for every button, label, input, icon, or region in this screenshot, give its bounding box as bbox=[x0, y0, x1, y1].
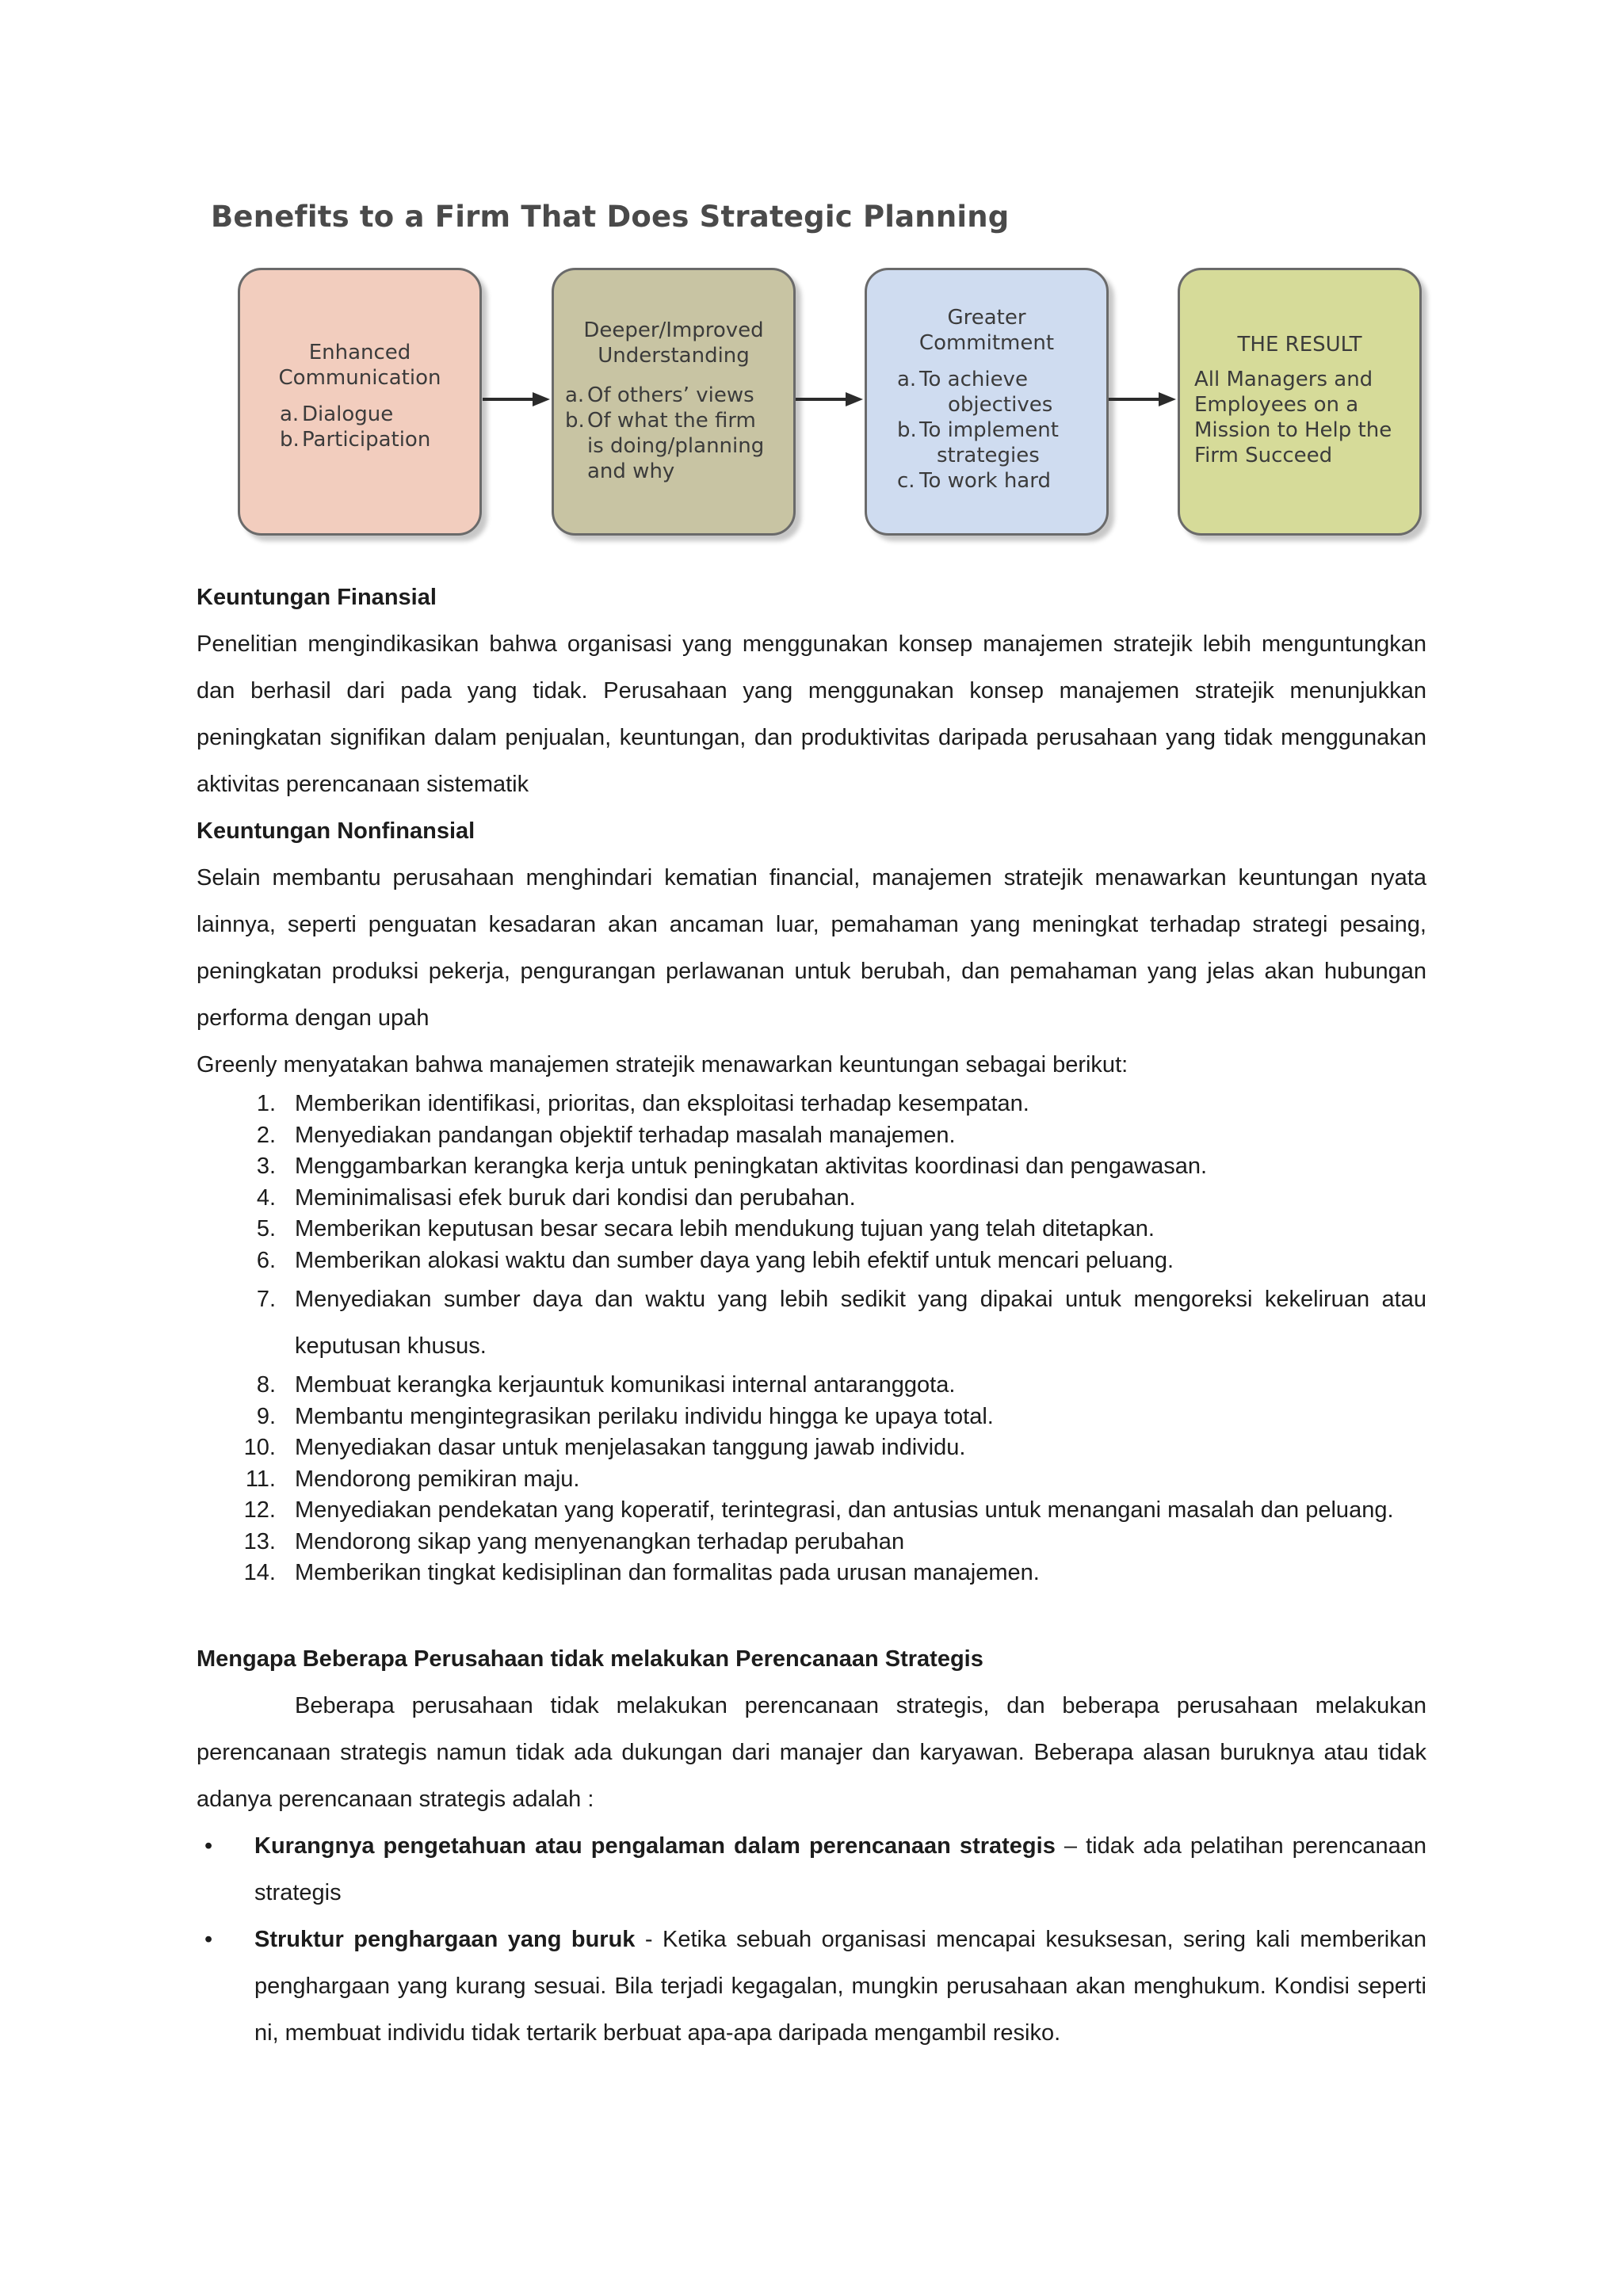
bullet-item: • Kurangnya pengetahuan atau pengalaman dalam perencanaan strategis – tidak ada pelatihan perencanaan strategis bbox=[197, 1823, 1426, 1917]
box-result-body: All Managers and Employees on a Mission to Help the Firm Succeed bbox=[1194, 368, 1392, 467]
list-item: 7. Menyediakan sumber daya dan waktu yang lebih sedikit yang dipakai untuk mengoreksi kekeliruan atau keputusan khusus. bbox=[256, 1287, 1426, 1359]
box-the-result bbox=[1178, 268, 1422, 536]
list-item: 3. Menggambarkan kerangka kerja untuk peningkatan aktivitas koordinasi dan pengawasan. bbox=[256, 1154, 1208, 1179]
heading-nonfinancial: Keuntungan Nonfinansial bbox=[197, 818, 475, 844]
paragraph-nonfinancial: Selain membantu perusahaan menghindari kematian financial, manajemen stratejik menawarkan keuntungan nyata lainnya, seperti penguatan kesadaran akan ancaman luar, pemahaman yang meningkat terhadap strategi pesaing, peningkatan produksi pekerja, pengurangan perlawanan untuk berubah, dan pemahaman yang jelas akan hubungan performa dengan upah bbox=[197, 865, 1426, 1031]
box-item: c. To work hard bbox=[897, 469, 1051, 493]
flow-arrow-2 bbox=[796, 392, 863, 406]
paragraph-why-not: Beberapa perusahaan tidak melakukan perencanaan strategis, dan beberapa perusahaan melakukan perencanaan strategis namun tidak ada dukungan dari manajer dan karyawan. Beberapa alasan buruknya atau tidak adanya perencanaan strategis adalah : bbox=[197, 1692, 1426, 1812]
list-item: 6. Memberikan alokasi waktu dan sumber daya yang lebih efektif untuk mencari peluang. bbox=[256, 1247, 1174, 1273]
box-item: b. To implement strategies bbox=[897, 418, 1059, 467]
paragraph-financial: Penelitian mengindikasikan bahwa organisasi yang menggunakan konsep manajemen stratejik lebih menguntungkan dan berhasil dari pada yang tidak. Perusahaan yang menggunakan konsep manajemen stratejik menunjukkan peningkatan signifikan dalam penjualan, keuntungan, dan produktivitas daripada perusahaan yang tidak menggunakan aktivitas perencanaan sistematik bbox=[197, 631, 1426, 797]
heading-why-not: Mengapa Beberapa Perusahaan tidak melakukan Perencanaan Strategis bbox=[197, 1646, 983, 1672]
box-heading: Deeper/Improved Understanding bbox=[583, 318, 764, 368]
document-body bbox=[197, 574, 1426, 2057]
box-items bbox=[280, 402, 479, 452]
box-item: b. Participation bbox=[280, 428, 431, 452]
box-item: a. To achieve objectives bbox=[897, 368, 1053, 417]
box-deeper-understanding bbox=[552, 268, 796, 536]
bullet-item: • Struktur penghargaan yang buruk - Ketika sebuah organisasi mencapai kesuksesan, sering kali memberikan penghargaan yang kurang sesuai. Bila terjadi kegagalan, mungkin perusahaan akan menghukum. Kondisi seperti ni, membuat individu tidak tertarik berbuat apa-apa daripada mengambil resiko. bbox=[197, 1917, 1426, 2057]
box-greater-commitment bbox=[865, 268, 1109, 536]
box-item: a. Dialogue bbox=[280, 402, 394, 426]
list-item: 11. Mendorong pemikiran maju. bbox=[245, 1466, 580, 1492]
box-items bbox=[565, 383, 793, 484]
benefits-list bbox=[197, 1089, 1426, 1589]
strategic-planning-benefits-figure bbox=[197, 182, 1449, 555]
list-item: 14. Memberikan tingkat kedisiplinan dan formalitas pada urusan manajemen. bbox=[243, 1560, 1040, 1585]
box-item: b. Of what the firm is doing/planning and why bbox=[565, 409, 765, 483]
box-heading: THE RESULT bbox=[1237, 333, 1362, 357]
box-heading: Greater Commitment bbox=[918, 306, 1055, 355]
list-item: 5. Memberikan keputusan besar secara lebih mendukung tujuan yang telah ditetapkan. bbox=[256, 1216, 1155, 1241]
flow-arrow-1 bbox=[483, 392, 550, 406]
box-heading: Enhanced Communication bbox=[278, 341, 441, 390]
list-item: 9. Membantu mengintegrasikan perilaku individu hingga ke upaya total. bbox=[256, 1403, 994, 1429]
list-item: 10. Menyediakan dasar untuk menjelasakan tanggung jawab individu. bbox=[243, 1435, 966, 1460]
list-item: 1. Memberikan identifikasi, prioritas, dan eksploitasi terhadap kesempatan. bbox=[256, 1091, 1029, 1116]
heading-financial: Keuntungan Finansial bbox=[197, 585, 437, 610]
list-item: 12. Menyediakan pendekatan yang koperatif, terintegrasi, dan antusias untuk menangani masalah dan peluang. bbox=[243, 1497, 1394, 1523]
list-item: 8. Membuat kerangka kerjauntuk komunikasi internal antaranggota. bbox=[256, 1372, 956, 1398]
bullet-marker: • bbox=[204, 1833, 213, 1859]
reasons-list bbox=[197, 1823, 1426, 2057]
list-item: 4. Meminimalisasi efek buruk dari kondisi dan perubahan. bbox=[256, 1184, 856, 1211]
list-intro: Greenly menyatakan bahwa manajemen stratejik menawarkan keuntungan sebagai berikut: bbox=[197, 1052, 1128, 1077]
flow-arrow-3 bbox=[1109, 392, 1176, 406]
bullet-marker: • bbox=[204, 1926, 213, 1952]
box-enhanced-communication bbox=[238, 268, 482, 536]
list-item: 2. Menyediakan pandangan objektif terhadap masalah manajemen. bbox=[256, 1122, 956, 1148]
list-item: 13. Mendorong sikap yang menyenangkan terhadap perubahan bbox=[243, 1528, 905, 1554]
box-item: a. Of others’ views bbox=[565, 383, 754, 407]
box-items bbox=[897, 367, 1106, 494]
figure-title: Benefits to a Firm That Does Strategic Planning bbox=[211, 200, 1010, 234]
